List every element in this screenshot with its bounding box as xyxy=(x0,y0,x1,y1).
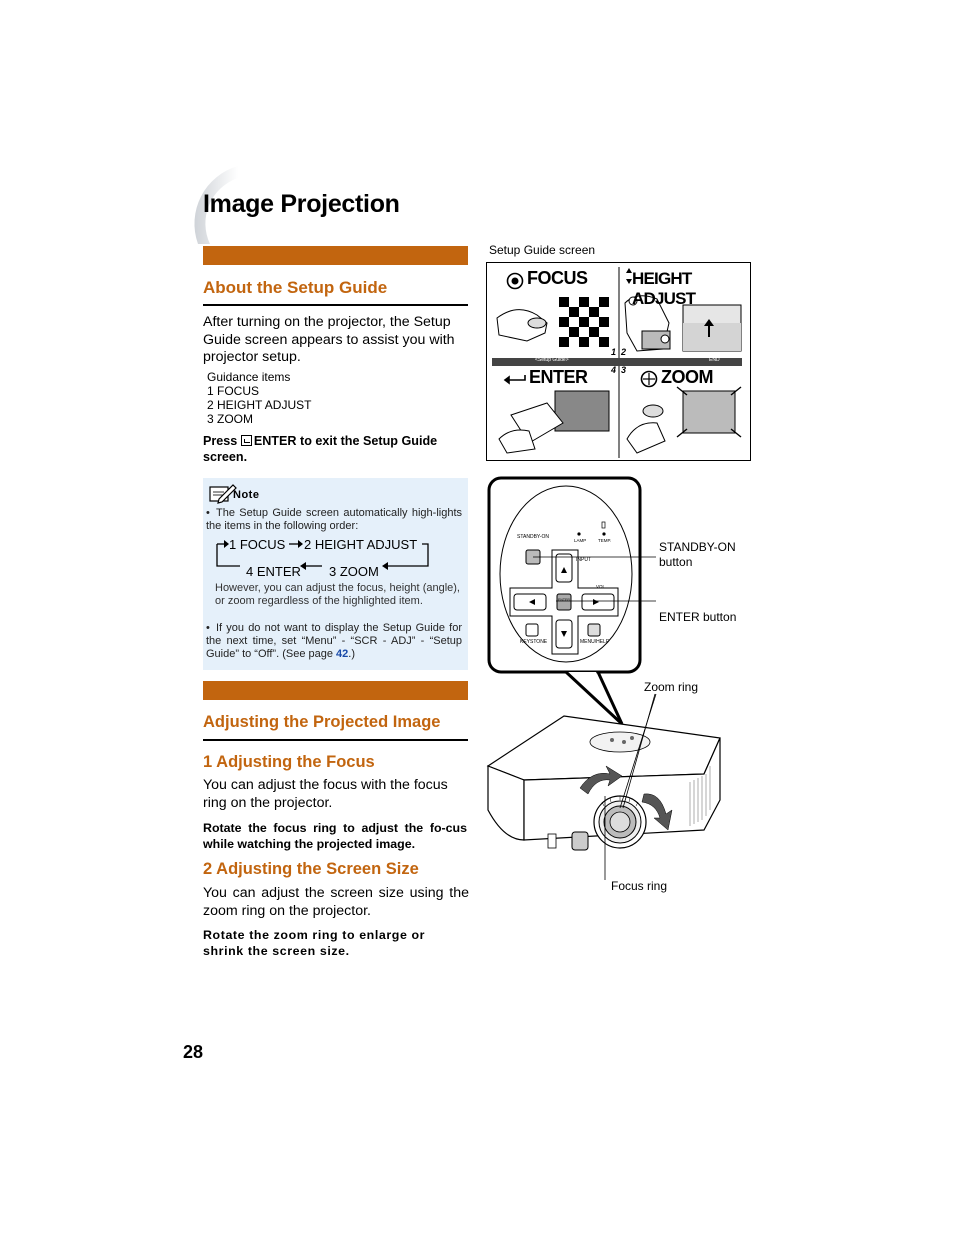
setup-guide-screen xyxy=(486,262,751,461)
setup-focus-label: FOCUS xyxy=(527,268,588,288)
callout-standby: STANDBY-ON button xyxy=(659,540,736,569)
guidance-title: Guidance items xyxy=(207,370,291,384)
remote-standby-label: STANDBY-ON xyxy=(517,534,549,540)
adjusting-heading: Adjusting the Projected Image xyxy=(203,713,441,731)
callout-focus-ring: Focus ring xyxy=(611,879,668,893)
setup-num-1: 1 xyxy=(611,347,617,357)
section-bar-adjusting xyxy=(203,681,468,700)
setup-bar-text: <Setup Guide> xyxy=(535,357,569,363)
note-bullet-1-text: The Setup Guide screen automatically high-lights the items in the following order: xyxy=(206,507,462,532)
flow-step-1: 1 FOCUS xyxy=(229,537,286,552)
enter-button-icon xyxy=(241,435,252,446)
guidance-item: 3 ZOOM xyxy=(207,412,254,426)
page-number: 28 xyxy=(183,1042,204,1062)
page-title: Image Projection xyxy=(203,190,400,218)
size-paragraph: You can adjust the screen size using the zoom ring on the projector. xyxy=(203,885,469,919)
note-after-text: However, you can adjust the focus, height (angle), or zoom regardless of the highlighted item. xyxy=(215,582,460,607)
remote-keystone-label: KEYSTONE xyxy=(520,639,548,645)
focus-instruction: Rotate the focus ring to adjust the fo-cus while watching the projected image. xyxy=(203,821,467,851)
note-bullet-2-suffix: .) xyxy=(348,648,356,660)
bullet-symbol: • xyxy=(206,622,210,634)
size-instruction: Rotate the zoom ring to enlarge or shrink the screen size. xyxy=(203,928,426,958)
setup-bar-end: END xyxy=(709,357,720,363)
note-bullet-1 xyxy=(206,507,462,533)
bullet-symbol: • xyxy=(206,507,210,519)
flow-step-3: 3 ZOOM xyxy=(329,564,379,579)
about-heading: About the Setup Guide xyxy=(203,278,388,297)
setup-num-2: 2 xyxy=(621,347,627,357)
remote-lamp-label: LAMP xyxy=(574,538,587,543)
setup-height-label: HEIGHT ADJUST xyxy=(632,269,696,308)
focus-icon xyxy=(508,274,523,289)
focus-heading: 1 Adjusting the Focus xyxy=(203,753,375,771)
size-heading: 2 Adjusting the Screen Size xyxy=(203,860,419,878)
remote-enter-small: ENTER xyxy=(558,598,570,602)
setup-enter-label: ENTER xyxy=(529,367,588,387)
enter-arrow-icon xyxy=(505,375,525,383)
about-rule xyxy=(203,304,468,306)
note-bullet-2-text: If you do not want to display the Setup Guide for the next time, set “Menu” - “SCR - ADJ” - “Setup Guide” to “Off”. (See page xyxy=(206,622,462,660)
callout-enter: ENTER button xyxy=(659,610,737,624)
press-rest: ENTER to exit the Setup Guide screen. xyxy=(203,434,438,464)
remote-vol-label: VOL xyxy=(596,584,606,589)
zoom-icon xyxy=(642,372,657,387)
remote-menu-label: MENU/HELP xyxy=(580,639,610,645)
setup-num-3: 3 xyxy=(621,365,627,375)
callout-zoom-ring: Zoom ring xyxy=(644,680,699,694)
setup-guide-caption: Setup Guide screen xyxy=(489,243,596,257)
note-label: Note xyxy=(233,489,260,501)
guidance-item: 1 FOCUS xyxy=(207,384,260,398)
press-enter-instruction xyxy=(203,433,471,465)
guidance-item: 2 HEIGHT ADJUST xyxy=(207,398,312,412)
press-prefix: Press xyxy=(203,434,241,448)
section-bar-about xyxy=(203,246,468,265)
about-paragraph: After turning on the projector, the Setup Guide screen appears to assist you with projector setup. xyxy=(203,314,455,365)
setup-zoom-label: ZOOM xyxy=(661,367,713,387)
focus-paragraph: You can adjust the focus with the focus ring on the projector. xyxy=(203,777,448,811)
flow-step-4: 4 ENTER xyxy=(246,564,301,579)
adjusting-rule xyxy=(203,739,468,741)
page-link-42[interactable]: 42 xyxy=(336,648,349,660)
flow-step-2: 2 HEIGHT ADJUST xyxy=(304,537,418,552)
setup-num-4: 4 xyxy=(611,365,617,375)
note-bullet-2 xyxy=(206,622,462,661)
projector-illustration xyxy=(484,690,734,870)
remote-input-label: INPUT xyxy=(576,557,591,563)
remote-temp-label: TEMP. xyxy=(598,538,612,543)
